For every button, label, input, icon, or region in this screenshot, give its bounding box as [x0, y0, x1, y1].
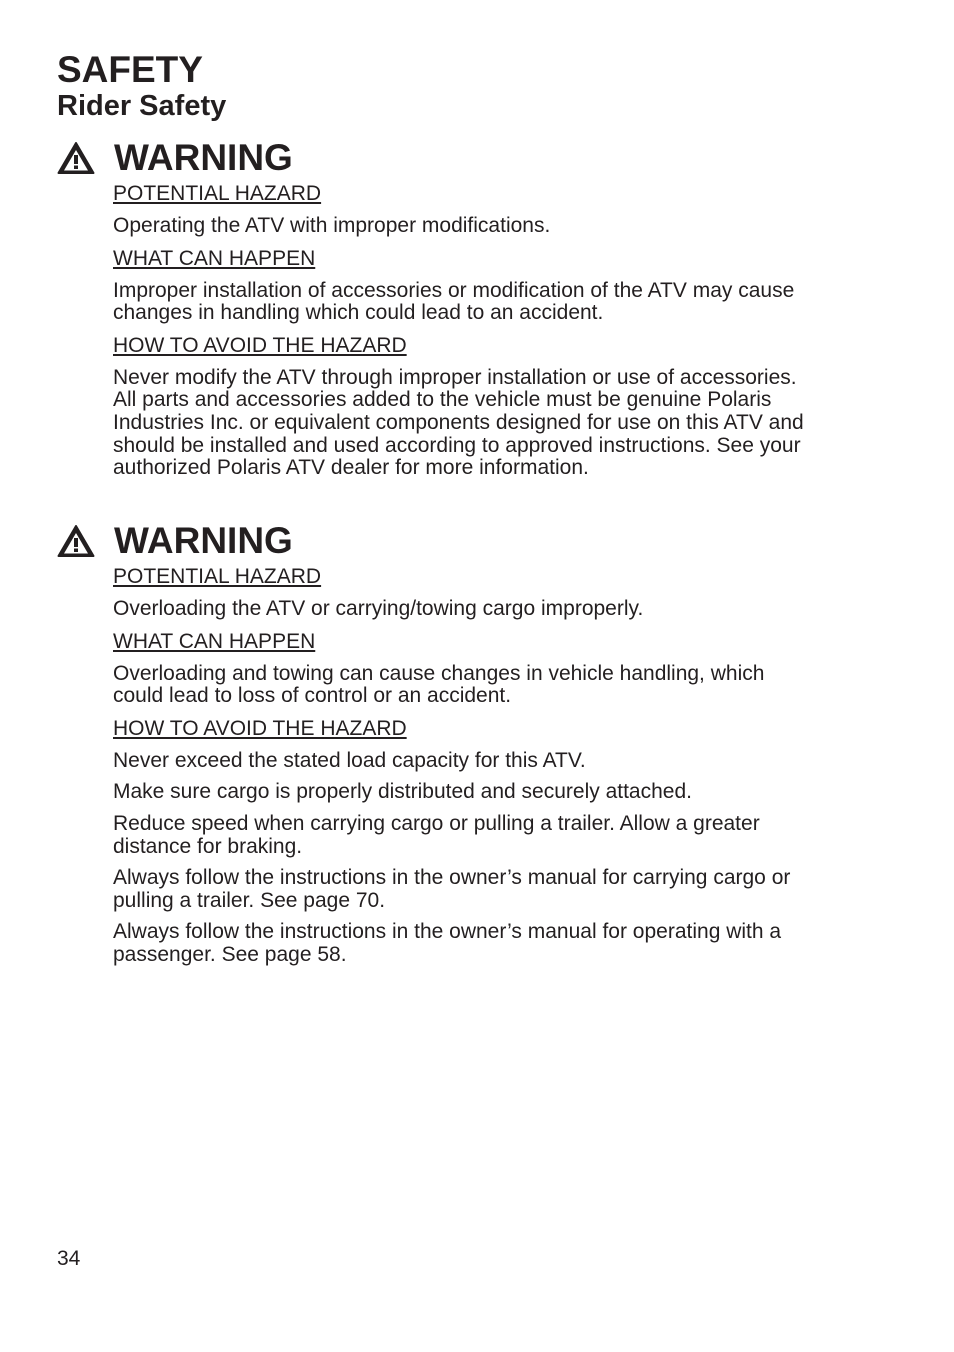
potential-hazard-label: POTENTIAL HAZARD: [113, 182, 322, 205]
warning-header: [57, 521, 817, 561]
how-to-avoid-item: Always follow the instructions in the owner’s manual for operating with a passenger. See page 58.: [113, 920, 782, 966]
warning-header: [57, 138, 817, 178]
how-to-avoid-item: Never exceed the stated load capacity for this ATV.: [113, 748, 586, 772]
warning-block-overloading: [57, 521, 817, 976]
how-to-avoid-label: HOW TO AVOID THE HAZARD: [113, 333, 407, 357]
what-can-happen-label: WHAT CAN HAPPEN: [113, 629, 316, 653]
section-title: SAFETY: [57, 49, 203, 90]
warning-body: [113, 182, 817, 480]
warning-block-modifications: [57, 138, 817, 489]
warning-title: WARNING: [114, 137, 293, 178]
what-can-happen-label: WHAT CAN HAPPEN: [113, 246, 316, 270]
potential-hazard-text: Operating the ATV with improper modifications.: [113, 214, 551, 237]
how-to-avoid-text: Never modify the ATV through improper installation or use of accessories. All parts and accessories added to the vehicle must be genuine Polaris Industries Inc. or equivalent components designed for use on this ATV and should be installed and used according to approved instructions. See your authorized Polaris ATV dealer for more information.: [113, 365, 804, 480]
what-can-happen-text: Overloading and towing can cause changes in vehicle handling, which could lead to loss of control or an accident.: [113, 661, 765, 708]
page-header: [57, 50, 226, 122]
how-to-avoid-item: Reduce speed when carrying cargo or pulling a trailer. Allow a greater distance for braking.: [113, 811, 760, 858]
potential-hazard-label: POTENTIAL HAZARD: [113, 565, 322, 588]
how-to-avoid-item: Always follow the instructions in the owner’s manual for carrying cargo or pulling a trailer. See page 70.: [113, 866, 791, 912]
potential-hazard-text: Overloading the ATV or carrying/towing cargo improperly.: [113, 597, 644, 620]
page-number: 34: [57, 1247, 81, 1270]
warning-triangle-icon: [57, 524, 95, 558]
how-to-avoid-item: Make sure cargo is properly distributed and securely attached.: [113, 780, 692, 804]
warning-body: [113, 565, 817, 967]
how-to-avoid-label: HOW TO AVOID THE HAZARD: [113, 716, 407, 740]
warning-title: WARNING: [114, 520, 293, 561]
warning-triangle-icon: [57, 141, 95, 175]
what-can-happen-text: Improper installation of accessories or modification of the ATV may cause changes in handling which could lead to an accident.: [113, 278, 795, 325]
subsection-title: Rider Safety: [57, 90, 227, 122]
